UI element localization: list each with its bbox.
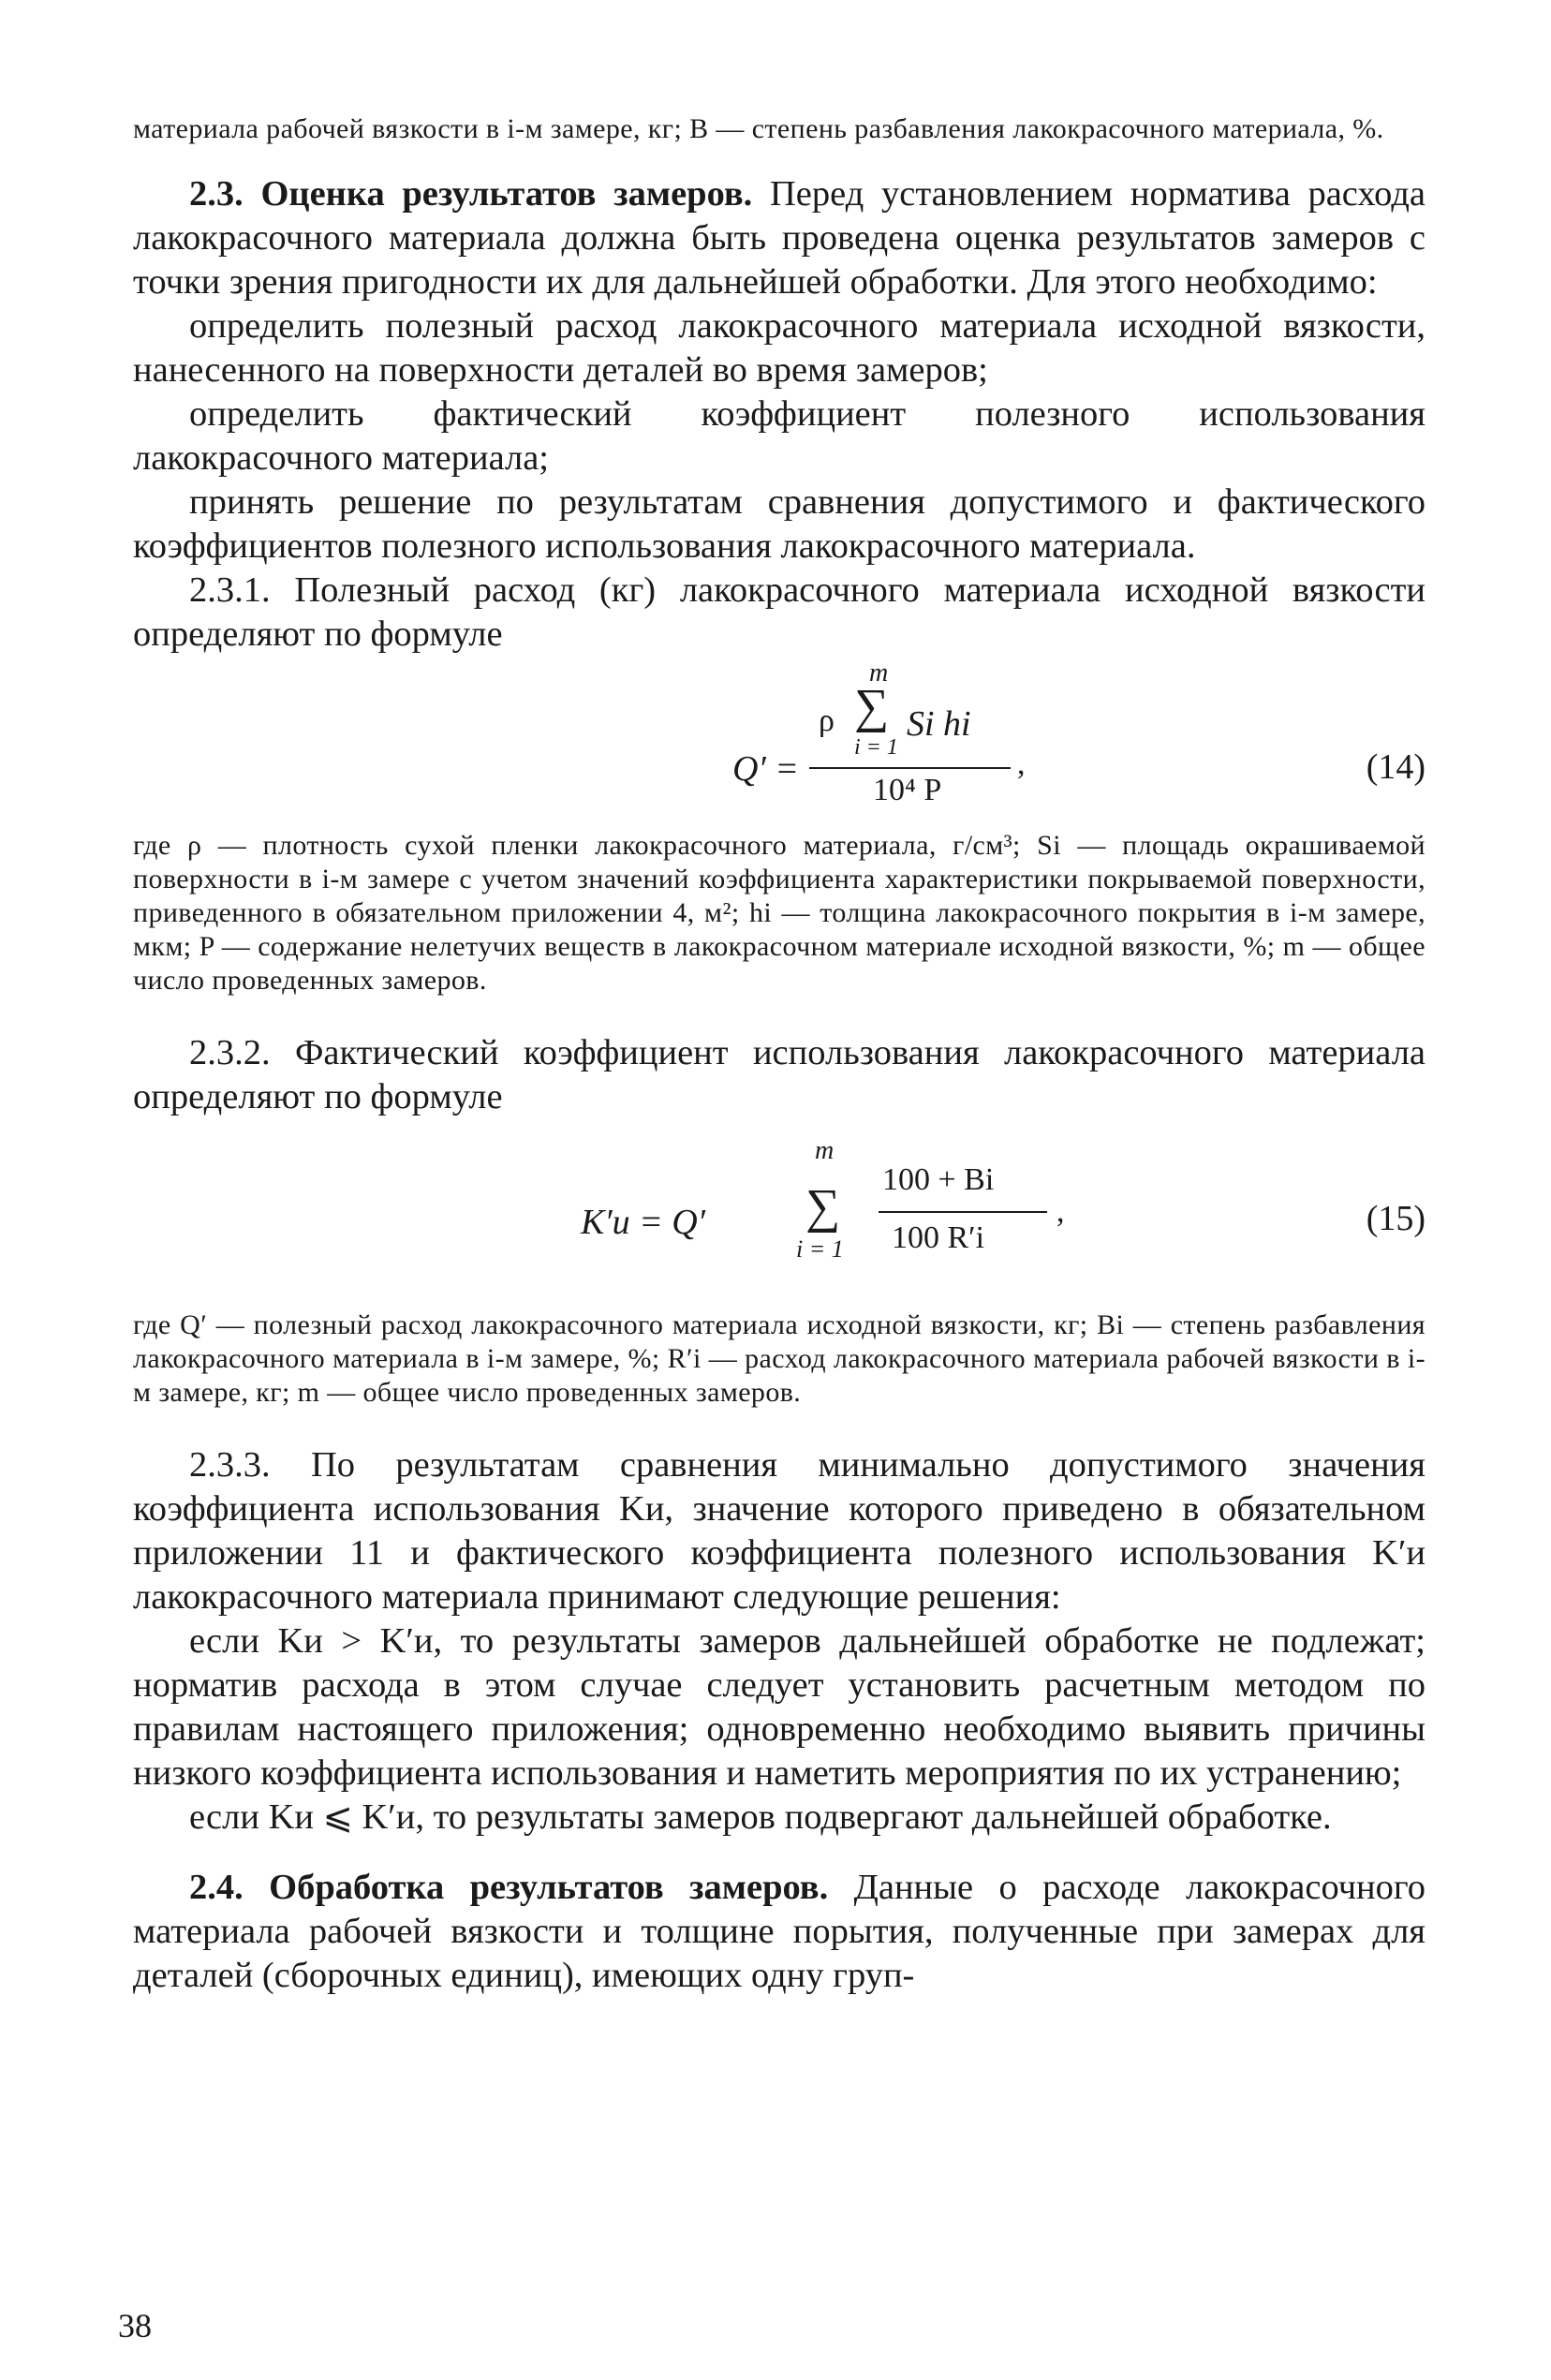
formula-14-denominator: 10⁴ P: [873, 773, 942, 807]
section-2-3-heading: 2.3. Оценка результатов замеров.: [189, 174, 753, 214]
list2-item-1: если Kи > K′и, то результаты замеров дальнейшей обработке не подлежат; норматив расхода в этом случае следует установить расчетным методом по правилам настоящего приложения; одновременно необходимо выявить причины низкого коэффициента использования и наметить мероприятия по их устранению;: [133, 1621, 1425, 1793]
formula-15-number: (15): [1366, 1199, 1425, 1238]
formula-14-comma: ,: [1017, 747, 1026, 781]
formula-14-fraction-bar: [809, 767, 1011, 769]
formula-15-upper-limit: m: [815, 1136, 835, 1165]
formula-15-lhs: K′и = Q′: [581, 1203, 706, 1242]
formula-15-sigma: ∑: [805, 1180, 841, 1234]
page-number: 38: [118, 2307, 152, 2344]
section-2-3: [133, 172, 1425, 304]
formula-15-comma: ,: [1056, 1194, 1065, 1229]
formula-15-lower-limit: i = 1: [796, 1235, 844, 1263]
intro-paragraph: материала рабочей вязкости в i-м замере, кг; B — степень разбавления лакокрасочного материала, %.: [133, 113, 1384, 144]
section-2-4-heading: 2.4. Обработка результатов замеров.: [189, 1868, 829, 1907]
section-2-3-text: Перед установлением норматива расхода лакокрасочного материала должна быть проведена оценка результатов замеров с точки зрения пригодности их для дальнейшей обработки. Для этого необходимо:: [133, 174, 1425, 302]
list2-item-2: если Kи ⩽ K′и, то результаты замеров подвергают дальнейшей обработке.: [189, 1797, 1332, 1837]
formula-15: [133, 1136, 1425, 1282]
formula-14-upper-limit: m: [869, 658, 889, 687]
formula-14-rho: ρ: [819, 703, 835, 738]
where-15-paragraph: где Q′ — полезный расход лакокрасочного материала исходной вязкости, кг; Bi — степень разбавления лакокрасочного материала в i-м замере, %; R′i — расход лакокрасочного материала рабочей вязкости в i-м замере, кг; m — общее число проведенных замеров.: [133, 1309, 1425, 1408]
formula-15-numerator: 100 + Bi: [882, 1162, 995, 1197]
formula-14-sigma: ∑: [854, 680, 890, 733]
formula-15-denominator: 100 R′i: [892, 1220, 985, 1255]
formula-14-lhs: Q′ =: [732, 749, 799, 789]
list1-item-3: принять решение по результатам сравнения допустимого и фактического коэффициентов полезного использования лакокрасочного материала.: [133, 482, 1425, 566]
section-2-3-3: 2.3.3. По результатам сравнения минимально допустимого значения коэффициента использования Kи, значение которого приведено в обязательном приложении 11 и фактического коэффициента полезного использования K′и лакокрасочного материала принимают следующие решения:: [133, 1445, 1425, 1617]
formula-15-fraction-bar: [879, 1211, 1047, 1213]
section-2-3-2: 2.3.2. Фактический коэффициент использования лакокрасочного материала определяют по формуле: [133, 1033, 1425, 1116]
formula-14: [133, 658, 1425, 807]
section-2-4: [133, 1866, 1425, 1998]
list1-item-1: определить полезный расход лакокрасочного материала исходной вязкости, нанесенного на поверхности деталей во время замеров;: [133, 306, 1425, 390]
formula-14-numerator: Si hi: [907, 704, 971, 744]
section-2-3-1: 2.3.1. Полезный расход (кг) лакокрасочного материала исходной вязкости определяют по формуле: [133, 570, 1425, 654]
list1-item-2: определить фактический коэффициент полезного использования лакокрасочного материала;: [133, 394, 1425, 478]
page-body: [133, 112, 1425, 1998]
where-14-paragraph: где ρ — плотность сухой пленки лакокрасочного материала, г/см³; Si — площадь окрашиваемой поверхности в i-м замере с учетом значений коэффициента характеристики покрываемой поверхности, приведенного в обязательном приложении 4, м²; hi — толщина лакокрасочного покрытия в i-м замере, мкм; P — содержание нелетучих веществ в лакокрасочном материале исходной вязкости, %; m — общее число проведенных замеров.: [133, 830, 1425, 996]
formula-14-lower-limit: i = 1: [854, 735, 898, 760]
section-2-4-text: Данные о расходе лакокрасочного материала рабочей вязкости и толщине порытия, полученные при замерах для деталей (сборочных единиц), имеющих одну груп-: [133, 1868, 1425, 1995]
formula-14-number: (14): [1366, 747, 1425, 787]
